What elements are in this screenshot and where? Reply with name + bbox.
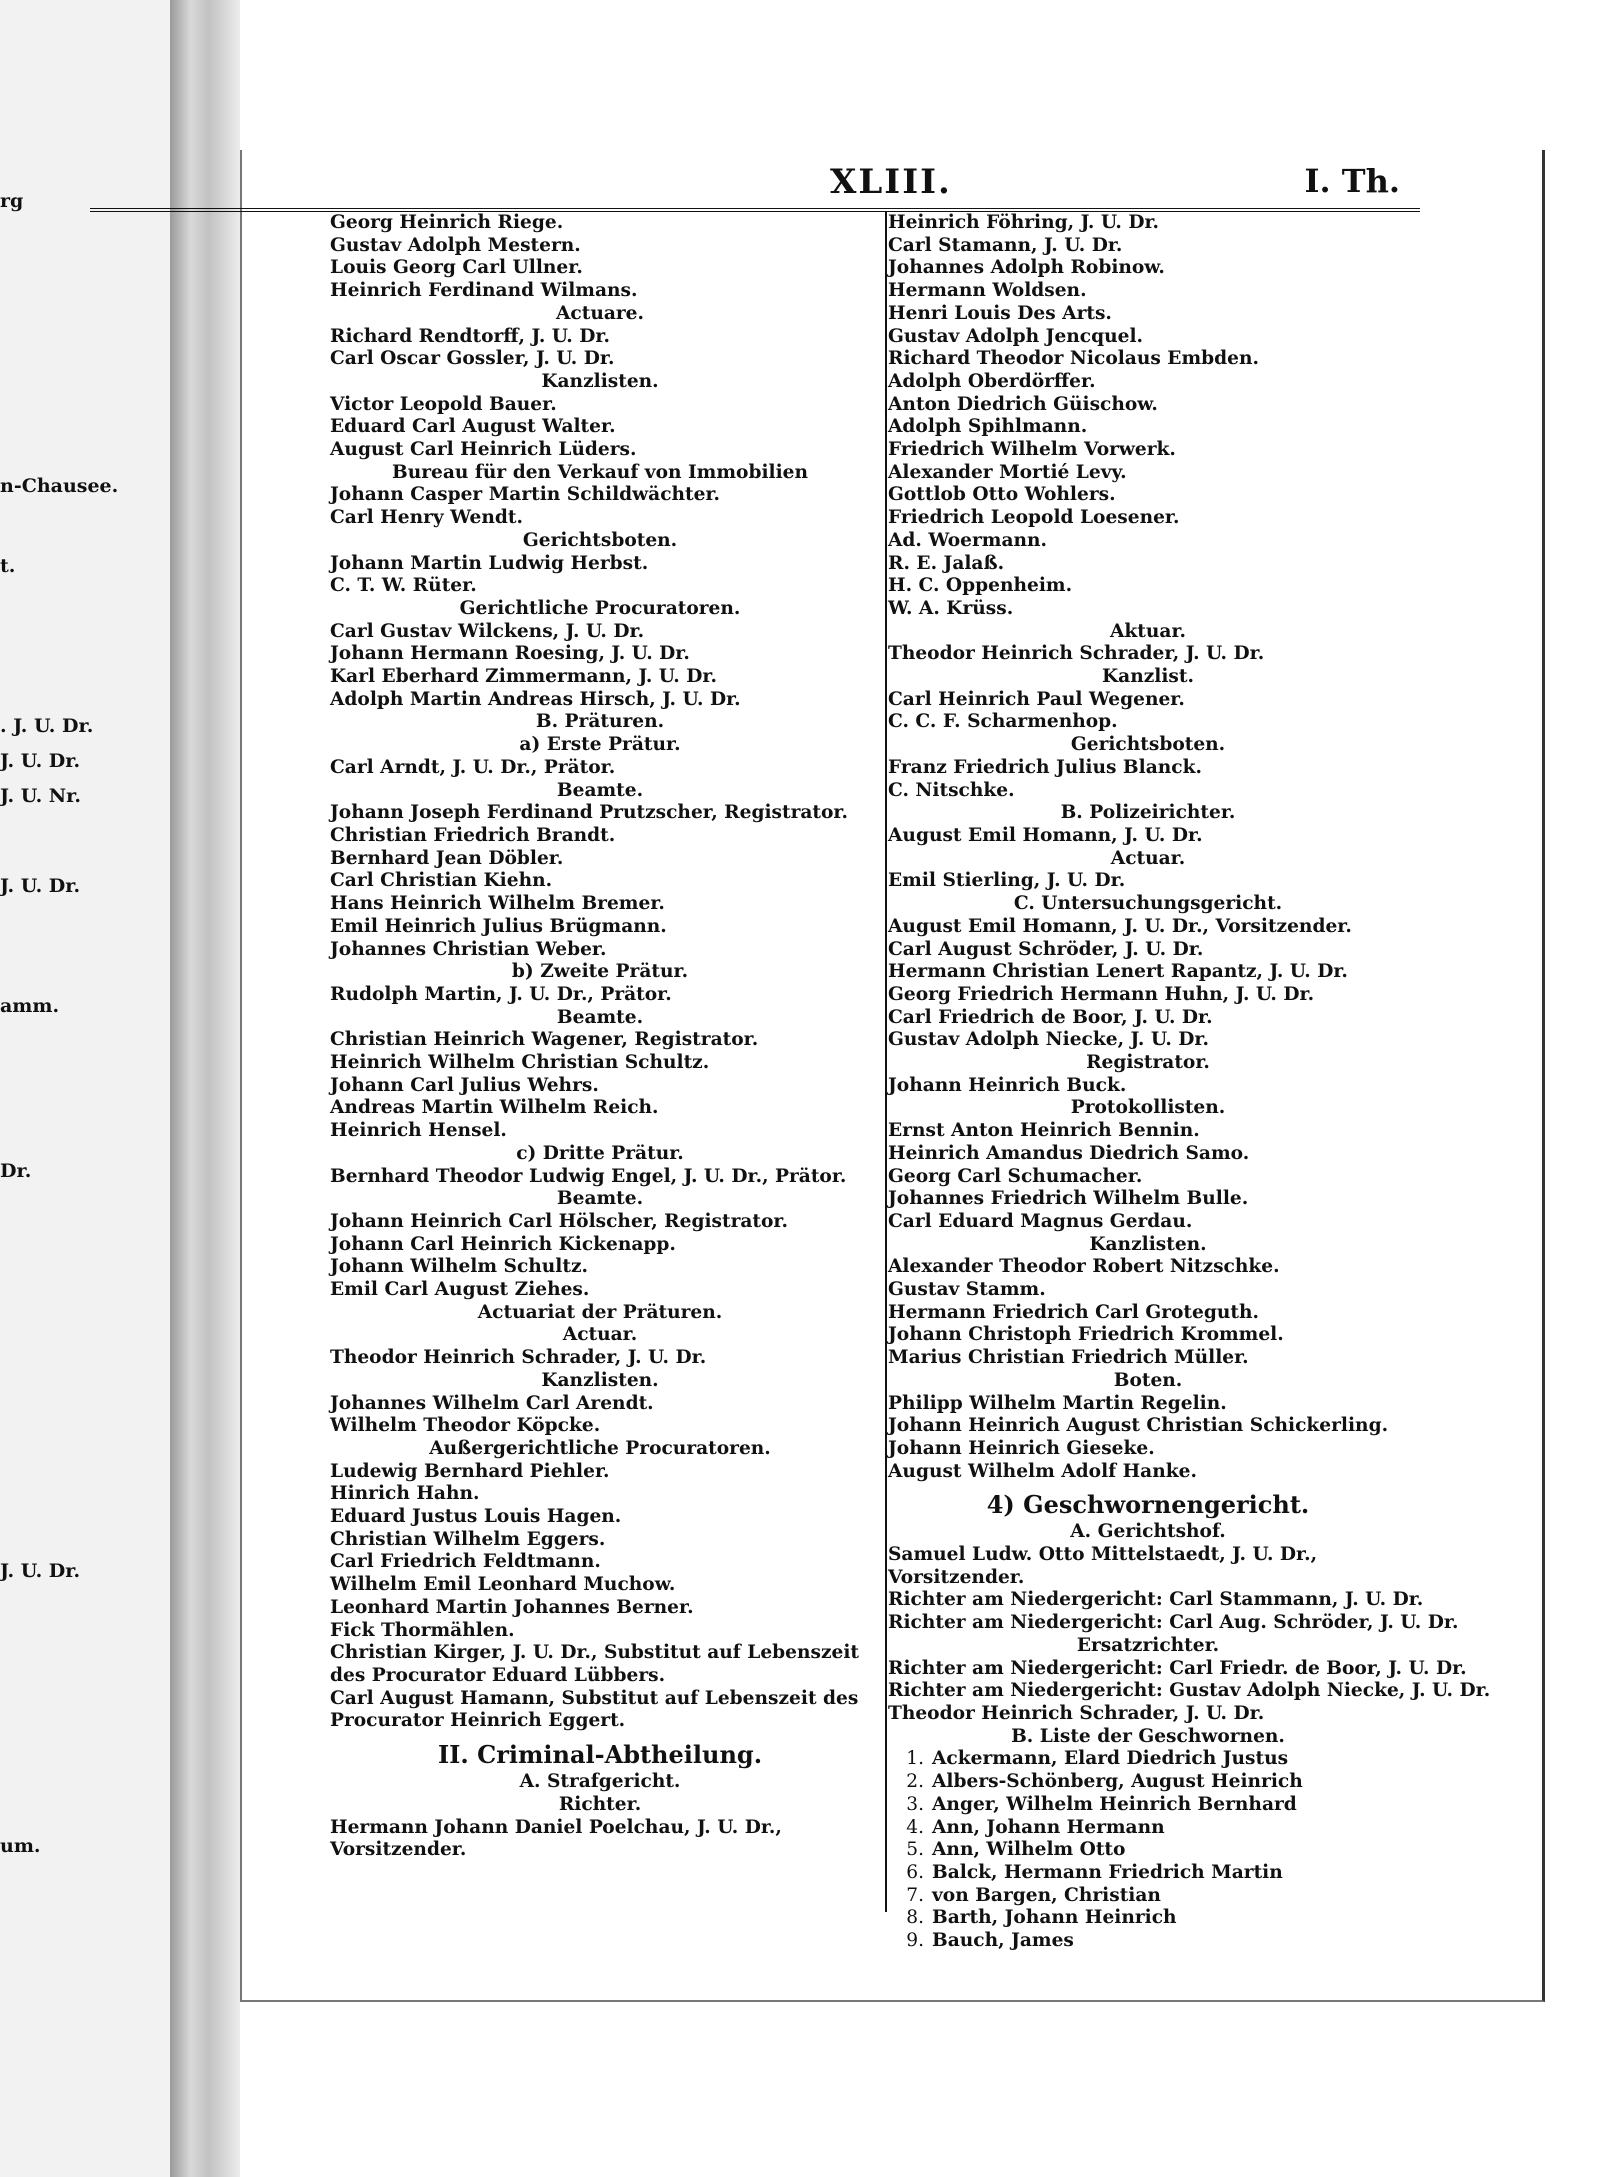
- entry: Gustav Adolph Jencquel.: [888, 325, 1144, 347]
- entry: Bernhard Theodor Ludwig Engel, J. U. Dr., Prätor.: [330, 1165, 847, 1187]
- entry: Georg Heinrich Riege.: [330, 212, 564, 233]
- entry-wrapped: Samuel Ludw. Otto Mittelstaedt, J. U. Dr., Vorsitzender.: [888, 1544, 1318, 1588]
- juror-name: Anger, Wilhelm Heinrich Bernhard: [932, 1793, 1297, 1815]
- entry: Christian Friedrich Brandt.: [330, 824, 616, 846]
- juror-number: 3.: [906, 1793, 924, 1815]
- entry: Carl Oscar Gossler, J. U. Dr.: [330, 348, 615, 370]
- juror-number: 6.: [906, 1861, 924, 1883]
- entry: Henri Louis Des Arts.: [888, 302, 1112, 324]
- section-heading: Registrator.: [1086, 1052, 1210, 1074]
- entry: Richter am Niedergericht: Gustav Adolph Niecke, J. U. Dr.: [888, 1680, 1491, 1702]
- entry: Johann Martin Ludwig Herbst.: [330, 552, 649, 574]
- section-heading: B. Liste der Geschwornen.: [1011, 1725, 1285, 1747]
- entry: Franz Friedrich Julius Blanck.: [888, 756, 1202, 778]
- entry: H. C. Oppenheim.: [888, 575, 1073, 597]
- book-spine-shadow: [170, 0, 240, 2177]
- section-heading: b) Zweite Prätur.: [511, 961, 689, 983]
- entry: Richter am Niedergericht: Carl Stammann, J. U. Dr.: [888, 1589, 1424, 1611]
- entry: August Carl Heinrich Lüders.: [330, 439, 637, 461]
- section-heading: A. Gerichtshof.: [1070, 1521, 1226, 1543]
- entry: C. Nitschke.: [888, 779, 1015, 801]
- section-heading: Gerichtsboten.: [522, 529, 678, 551]
- entry: Richter am Niedergericht: Carl Aug. Schröder, J. U. Dr.: [888, 1612, 1459, 1634]
- entry: Heinrich Wilhelm Christian Schultz.: [330, 1052, 710, 1074]
- entry: Heinrich Föhring, J. U. Dr.: [888, 212, 1160, 233]
- section-heading: A. Strafgericht.: [519, 1771, 681, 1793]
- entry: Emil Stierling, J. U. Dr.: [888, 870, 1126, 892]
- section-heading: Beamte.: [556, 1188, 644, 1210]
- section-heading: Boten.: [1113, 1369, 1183, 1391]
- entry: Johann Hermann Roesing, J. U. Dr.: [330, 643, 690, 665]
- entry: Johann Heinrich Carl Hölscher, Registrator.: [330, 1210, 788, 1232]
- entry: Friedrich Leopold Loesener.: [888, 507, 1180, 529]
- entry: Hinrich Hahn.: [330, 1483, 480, 1505]
- entry: Wilhelm Emil Leonhard Muchow.: [330, 1574, 676, 1596]
- entry: Johann Casper Martin Schildwächter.: [330, 484, 721, 506]
- juror-number: 4.: [906, 1816, 924, 1838]
- juror-name: Bauch, James: [932, 1930, 1074, 1952]
- major-heading: 4) Geschwornengericht.: [986, 1490, 1310, 1520]
- facing-page-fragment: J. U. Nr.: [0, 785, 82, 807]
- juror-entry: [888, 1839, 1408, 1862]
- juror-number: 1.: [906, 1748, 924, 1770]
- entry: Alexander Mortié Levy.: [888, 461, 1127, 483]
- juror-number: 9.: [906, 1930, 924, 1952]
- juror-number: 2.: [906, 1771, 924, 1793]
- entry: Hermann Christian Lenert Rapantz, J. U. Dr.: [888, 961, 1348, 983]
- entry: Heinrich Amandus Diedrich Samo.: [888, 1142, 1250, 1164]
- facing-page-fragment: Dr.: [0, 1160, 32, 1182]
- entry: Wilhelm Theodor Köpcke.: [330, 1415, 601, 1437]
- entry: Friedrich Wilhelm Vorwerk.: [888, 439, 1176, 461]
- entry-wrapped: Christian Kirger, J. U. Dr., Substitut auf Lebenszeit des Procurator Eduard Lübbers.: [330, 1642, 860, 1686]
- entry: August Emil Homann, J. U. Dr.: [888, 824, 1203, 846]
- juror-name: von Bargen, Christian: [932, 1884, 1161, 1906]
- entry: Hans Heinrich Wilhelm Bremer.: [330, 893, 665, 915]
- section-heading: Protokollisten.: [1070, 1097, 1226, 1119]
- section-heading: c) Dritte Prätur.: [516, 1142, 684, 1164]
- facing-page-fragment: . J. U. Dr.: [0, 715, 94, 737]
- entry: Johann Wilhelm Schultz.: [330, 1256, 588, 1278]
- entry: Hermann Friedrich Carl Groteguth.: [888, 1301, 1259, 1323]
- entry: Johann Heinrich August Christian Schickerling.: [888, 1415, 1389, 1437]
- major-heading: II. Criminal-Abtheilung.: [437, 1740, 763, 1770]
- juror-entry: [888, 1862, 1408, 1885]
- juror-name: Barth, Johann Heinrich: [932, 1907, 1177, 1929]
- facing-page-fragment: t.: [0, 555, 16, 577]
- facing-page-fragment: J. U. Dr.: [0, 750, 81, 772]
- facing-page-fragment: J. U. Dr.: [0, 1560, 81, 1582]
- entry: Theodor Heinrich Schrader, J. U. Dr.: [888, 643, 1265, 665]
- entry: Eduard Carl August Walter.: [330, 416, 616, 438]
- entry: Johann Carl Heinrich Kickenapp.: [330, 1233, 676, 1255]
- juror-number: 8.: [906, 1907, 924, 1929]
- juror-entry: [888, 1794, 1408, 1817]
- entry: Ludewig Bernhard Piehler.: [330, 1460, 610, 1482]
- entry: Richter am Niedergericht: Carl Friedr. de Boor, J. U. Dr.: [888, 1657, 1467, 1679]
- section-heading: Kanzlist.: [1102, 666, 1194, 688]
- entry: Gustav Stamm.: [888, 1279, 1046, 1301]
- juror-entry: [888, 1930, 1408, 1953]
- section-heading: Außergerichtliche Procuratoren.: [429, 1437, 771, 1459]
- entry: Johann Carl Julius Wehrs.: [330, 1074, 599, 1096]
- entry: Anton Diedrich Güischow.: [888, 393, 1158, 415]
- facing-page-fragment: n-Chausee.: [0, 475, 119, 497]
- entry: Carl Henry Wendt.: [330, 507, 523, 529]
- facing-page-fragment: J. U. Dr.: [0, 875, 81, 897]
- section-heading: Kanzlisten.: [541, 1369, 659, 1391]
- section-heading: Beamte.: [556, 779, 644, 801]
- entry: W. A. Krüss.: [888, 597, 1014, 619]
- entry: August Emil Homann, J. U. Dr., Vorsitzender.: [888, 915, 1352, 937]
- section-heading: Actuar.: [1110, 847, 1186, 869]
- entry: C. C. F. Scharmenhop.: [888, 711, 1118, 733]
- juror-entry: [888, 1885, 1408, 1908]
- entry: Hermann Woldsen.: [888, 280, 1087, 302]
- entry: Eduard Justus Louis Hagen.: [330, 1506, 622, 1528]
- entry: Karl Eberhard Zimmermann, J. U. Dr.: [330, 666, 717, 688]
- section-heading: Actuar.: [562, 1324, 638, 1346]
- section-heading: B. Präturen.: [535, 711, 665, 733]
- entry: Adolph Martin Andreas Hirsch, J. U. Dr.: [330, 688, 741, 710]
- entry: Bernhard Jean Döbler.: [330, 847, 564, 869]
- facing-page-text-fragments: [0, 0, 170, 2177]
- section-heading: Kanzlisten.: [1089, 1233, 1207, 1255]
- entry: Gottlob Otto Wohlers.: [888, 484, 1116, 506]
- entry: Emil Heinrich Julius Brügmann.: [330, 915, 667, 937]
- section-heading: Ersatzrichter.: [1076, 1634, 1220, 1656]
- juror-name: Ann, Wilhelm Otto: [932, 1839, 1126, 1861]
- entry: C. T. W. Rüter.: [330, 575, 477, 597]
- left-column: [330, 212, 870, 1912]
- section-heading: a) Erste Prätur.: [519, 734, 681, 756]
- juror-number: 7.: [906, 1884, 924, 1906]
- entry: Leonhard Martin Johannes Berner.: [330, 1596, 694, 1618]
- facing-page-fragment: um.: [0, 1835, 41, 1857]
- entry-wrapped: Hermann Johann Daniel Poelchau, J. U. Dr., Vorsitzender.: [330, 1816, 782, 1861]
- entry: Georg Carl Schumacher.: [888, 1165, 1143, 1187]
- part-label: I. Th.: [1304, 162, 1400, 200]
- entry: Johannes Friedrich Wilhelm Bulle.: [888, 1188, 1249, 1210]
- entry: Heinrich Ferdinand Wilmans.: [330, 280, 638, 302]
- entry: Ernst Anton Heinrich Bennin.: [888, 1120, 1200, 1142]
- juror-name: Ackermann, Elard Diedrich Justus: [932, 1748, 1289, 1770]
- entry: Andreas Martin Wilhelm Reich.: [330, 1097, 659, 1119]
- entry: Johann Heinrich Gieseke.: [888, 1437, 1155, 1459]
- juror-number: 5.: [906, 1839, 924, 1861]
- juror-entry: [888, 1771, 1408, 1794]
- entry: Carl Arndt, J. U. Dr., Prätor.: [330, 756, 616, 778]
- entry: Theodor Heinrich Schrader, J. U. Dr.: [330, 1347, 707, 1369]
- section-heading: Actuariat der Präturen.: [477, 1301, 723, 1323]
- section-heading: Gerichtliche Procuratoren.: [459, 597, 741, 619]
- entry: Johann Joseph Ferdinand Prutzscher, Registrator.: [330, 802, 848, 824]
- section-heading: Gerichtsboten.: [1070, 734, 1226, 756]
- entry: Carl August Schröder, J. U. Dr.: [888, 938, 1204, 960]
- juror-entry: [888, 1817, 1408, 1840]
- entry-wrapped: Carl August Hamann, Substitut auf Lebenszeit des Procurator Heinrich Eggert.: [330, 1687, 859, 1732]
- column-divider: [885, 212, 887, 1912]
- entry: Heinrich Hensel.: [330, 1120, 507, 1142]
- section-heading: Actuare.: [555, 302, 644, 324]
- entry: Johannes Christian Weber.: [330, 938, 607, 960]
- entry: Emil Carl August Ziehes.: [330, 1279, 590, 1301]
- entry: Johannes Wilhelm Carl Arendt.: [330, 1392, 654, 1414]
- juror-entry: [888, 1907, 1408, 1930]
- entry: R. E. Jalaß.: [888, 552, 1005, 574]
- right-column: [888, 212, 1491, 1952]
- section-heading: B. Polizeirichter.: [1060, 802, 1236, 824]
- entry: August Wilhelm Adolf Hanke.: [888, 1460, 1197, 1482]
- facing-page-fragment: rg: [0, 190, 24, 212]
- juror-name: Balck, Hermann Friedrich Martin: [932, 1861, 1283, 1883]
- section-heading: Bureau für den Verkauf von Immobilien: [392, 461, 808, 483]
- facing-page-fragment: amm.: [0, 995, 60, 1017]
- section-heading: Beamte.: [556, 1006, 644, 1028]
- entry: Carl Friedrich de Boor, J. U. Dr.: [888, 1006, 1213, 1028]
- entry: Victor Leopold Bauer.: [330, 393, 557, 415]
- entry: Adolph Spihlmann.: [888, 416, 1088, 438]
- entry: Adolph Oberdörffer.: [888, 370, 1096, 392]
- entry: Carl Friedrich Feldtmann.: [330, 1551, 601, 1573]
- section-heading: Richter.: [558, 1793, 642, 1815]
- entry: Philipp Wilhelm Martin Regelin.: [888, 1392, 1227, 1414]
- entry: Ad. Woermann.: [888, 529, 1047, 551]
- entry: Carl Heinrich Paul Wegener.: [888, 688, 1185, 710]
- entry: Rudolph Martin, J. U. Dr., Prätor.: [330, 983, 672, 1005]
- entry: Johannes Adolph Robinow.: [888, 257, 1165, 279]
- entry: Carl Gustav Wilckens, J. U. Dr.: [330, 620, 645, 642]
- entry: Marius Christian Friedrich Müller.: [888, 1347, 1249, 1369]
- entry: Johann Heinrich Buck.: [888, 1074, 1127, 1096]
- entry: Carl Christian Kiehn.: [330, 870, 553, 892]
- entry: Carl Stamann, J. U. Dr.: [888, 234, 1123, 256]
- juror-entry: [888, 1748, 1408, 1771]
- entry: Gustav Adolph Mestern.: [330, 234, 581, 256]
- entry: Gustav Adolph Niecke, J. U. Dr.: [888, 1029, 1209, 1051]
- entry: Johann Christoph Friedrich Krommel.: [888, 1324, 1284, 1346]
- section-heading: Kanzlisten.: [541, 370, 659, 392]
- entry: Louis Georg Carl Ullner.: [330, 257, 583, 279]
- entry: Christian Heinrich Wagener, Registrator.: [330, 1029, 759, 1051]
- entry: Carl Eduard Magnus Gerdau.: [888, 1210, 1193, 1232]
- entry: Fick Thormählen.: [330, 1619, 515, 1641]
- juror-name: Ann, Johann Hermann: [932, 1816, 1165, 1838]
- entry: Richard Theodor Nicolaus Embden.: [888, 348, 1259, 370]
- page-number: XLIII.: [830, 162, 952, 202]
- section-heading: C. Untersuchungsgericht.: [1013, 893, 1283, 915]
- juror-name: Albers-Schönberg, August Heinrich: [932, 1771, 1303, 1793]
- entry: Richard Rendtorff, J. U. Dr.: [330, 325, 610, 347]
- entry: Theodor Heinrich Schrader, J. U. Dr.: [888, 1703, 1265, 1724]
- section-heading: Aktuar.: [1109, 620, 1187, 642]
- entry: Georg Friedrich Hermann Huhn, J. U. Dr.: [888, 983, 1315, 1005]
- page-header: [90, 156, 1420, 212]
- entry: Christian Wilhelm Eggers.: [330, 1528, 606, 1550]
- entry: Alexander Theodor Robert Nitzschke.: [888, 1256, 1280, 1278]
